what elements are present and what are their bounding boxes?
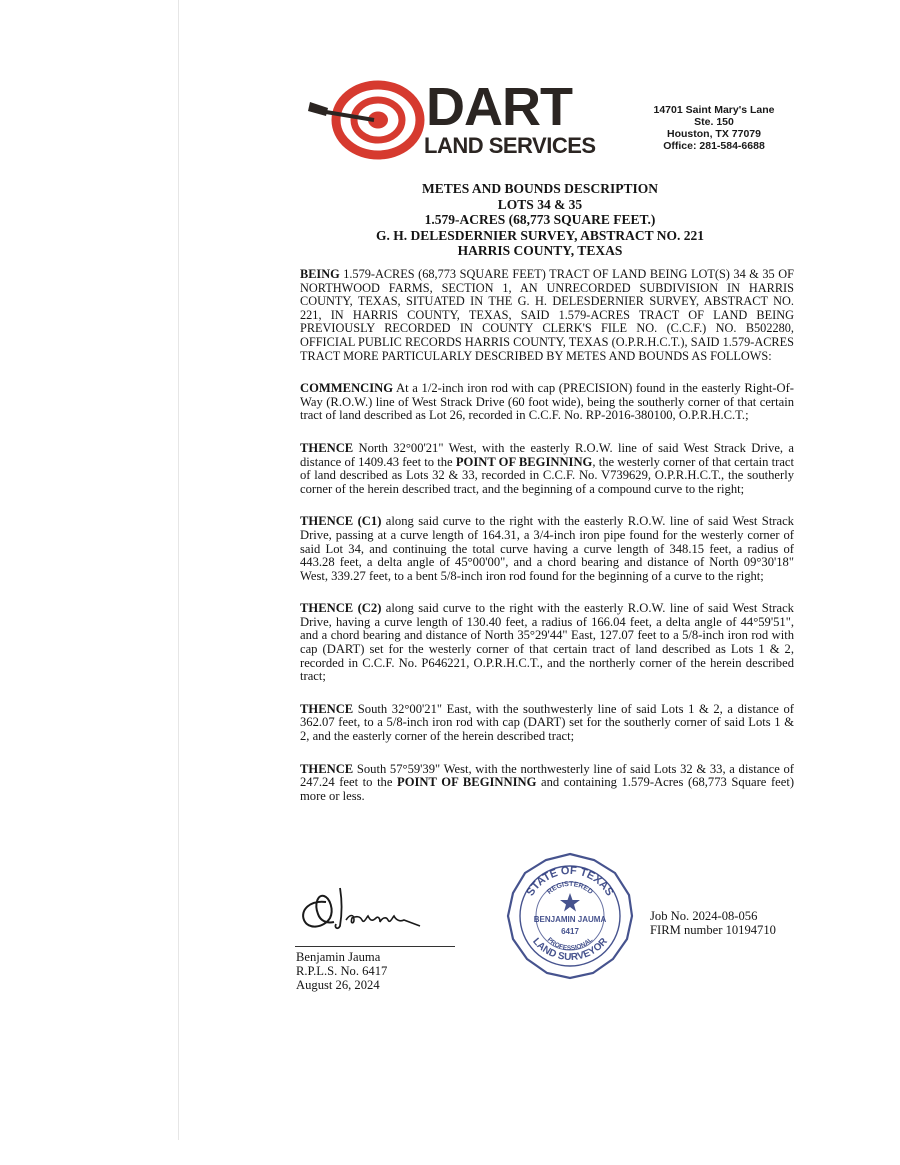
signature-image — [296, 880, 436, 940]
lead-word: COMMENCING — [300, 381, 394, 396]
logo-subtitle: LAND SERVICES — [424, 133, 596, 158]
point-of-beginning: POINT OF BEGINNING — [455, 454, 593, 469]
paragraph-text: North 32°00'21" West, with the easterly R.O.W. line of said West Strack Drive, a distance of 1409.43 feet to the — [300, 440, 794, 469]
surveyor-license: R.P.L.S. No. 6417 — [296, 964, 388, 978]
paragraph-being — [300, 268, 794, 363]
paragraph-text: South 32°00'21" East, with the southwesterly line of said Lots 1 & 2, a distance of 362.07 feet, to a 5/8-inch iron rod with cap (DART) set for the southerly corner of said Lots 1 & 2, and the easterly corner of the herein described tract; — [300, 701, 794, 744]
stamp-title: LAND SURVEYOR — [530, 936, 610, 964]
lead-word: THENCE — [300, 761, 354, 776]
lead-word: THENCE (C2) — [300, 601, 382, 616]
paragraph-thence-2 — [300, 703, 794, 744]
paragraph-thence-c2 — [300, 602, 794, 684]
title-line: 1.579-ACRES (68,773 SQUARE FEET.) — [424, 212, 656, 227]
address-line: Ste. 150 — [694, 116, 734, 128]
paragraph-thence-c1 — [300, 515, 794, 583]
paragraph-text: At a 1/2-inch iron rod with cap (PRECISION) found in the easterly Right-Of-Way (R.O.W.) line of West Strack Drive (60 foot wide), being the southerly corner of that certain tract of land described as Lot 26, recorded in C.C.F. No. RP-2016-380100, O.P.R.H.C.T.; — [300, 381, 794, 423]
lead-word: BEING — [300, 267, 340, 281]
job-number: Job No. 2024-08-056 — [650, 909, 758, 923]
signature-date: August 26, 2024 — [296, 978, 380, 992]
lead-word: THENCE — [300, 701, 354, 716]
lead-word: THENCE — [300, 440, 354, 455]
stamp-professional: PROFESSIONAL — [545, 936, 595, 953]
star-icon — [560, 893, 580, 912]
stamp-number: 6417 — [561, 927, 579, 936]
paragraph-text: along said curve to the right with the easterly R.O.W. line of said West Strack Drive, having a curve length of 130.40 feet, a radius of 166.04 feet, a delta angle of 44°59'51", and a chord bearing and distance of North 35°29'44" East, 127.07 feet to a 5/8-inch iron rod with cap (DART) set for the westerly corner of that certain tract of land described as Lots 1 & 2, recorded in C.C.F. No. P646221, O.P.R.H.C.T., and the northerly corner of the herein described tract; — [300, 601, 794, 684]
paragraph-text: 1.579-ACRES (68,773 SQUARE FEET) TRACT OF LAND BEING LOT(S) 34 & 35 OF NORTHWOOD FARMS, SECTION 1, AN UNRECORDED SUBDIVISION IN HARRIS COUNTY, TEXAS, SITUATED IN THE G. H. DELESDERNIER SURVEY, ABSTRACT NO. 221, IN HARRIS COUNTY, TEXAS, SAID 1.579-ACRES TRACT OF LAND BEING PREVIOUSLY RECORDED IN COUNTY CLERK'S FILE NO. (C.C.F.) NO. B502280, OFFICIAL PUBLIC RECORDS HARRIS COUNTY, TEXAS (O.P.R.H.C.T.), SAID 1.579-ACRES TRACT MORE PARTICULARLY DESCRIBED BY METES AND BOUNDS AS FOLLOWS: — [300, 267, 794, 363]
address-line: Houston, TX 77079 — [667, 128, 761, 140]
paragraph-thence-3 — [300, 763, 794, 804]
paragraph-thence-1 — [300, 442, 794, 496]
surveyor-seal-stamp — [505, 851, 635, 981]
paragraph-commencing — [300, 382, 794, 423]
description-body — [300, 268, 794, 822]
title-line: HARRIS COUNTY, TEXAS — [457, 243, 623, 258]
surveyor-block — [296, 950, 387, 992]
company-address — [636, 104, 792, 152]
stamp-state: STATE OF TEXAS — [524, 864, 616, 899]
logo-wordmark: DART — [426, 77, 572, 137]
page-edge-line — [178, 0, 179, 1140]
target-icon — [308, 80, 426, 162]
paragraph-text: , the westerly corner of that certain tract of land described as Lots 32 & 33, recorded in C.C.F. No. V739629, O.P.R.H.C.T., the southerly corner of the herein described tract, and the beginning of a compound curve to the right; — [300, 454, 794, 496]
stamp-name: BENJAMIN JAUMA — [533, 915, 607, 924]
paragraph-text: along said curve to the right with the easterly R.O.W. line of said West Strack Drive, passing at a curve length of 164.31, a 3/4-inch iron pipe found for the westerly corner of said Lot 34, and continuing the total curve having a curve length of 348.15 feet, a radius of 443.28 feet, a delta angle of 45°00'00", and a chord bearing and distance of North 09°30'18" West, 339.27 feet, to a bent 5/8-inch iron rod found for the beginning of a curve to the right; — [300, 514, 794, 583]
title-line: METES AND BOUNDS DESCRIPTION — [422, 181, 658, 196]
signature-line — [295, 946, 455, 947]
paragraph-text: and containing 1.579-Acres (68,773 Square feet) more or less. — [300, 775, 795, 803]
document-title — [330, 181, 750, 259]
job-info — [650, 909, 776, 937]
paragraph-text: South 57°59'39" West, with the northwesterly line of said Lots 32 & 33, a distance of 247.24 feet to the — [300, 761, 794, 790]
firm-number: FIRM number 10194710 — [650, 923, 776, 937]
address-line: 14701 Saint Mary's Lane — [653, 104, 775, 116]
dart-logo — [308, 77, 608, 162]
title-line: G. H. DELESDERNIER SURVEY, ABSTRACT NO. 221 — [375, 227, 705, 243]
lead-word: THENCE (C1) — [300, 514, 382, 529]
surveyor-name: Benjamin Jauma — [296, 950, 381, 964]
point-of-beginning: POINT OF BEGINNING — [397, 775, 537, 790]
office-phone: Office: 281-584-6688 — [663, 140, 765, 152]
stamp-registered: REGISTERED — [546, 880, 594, 896]
title-line: LOTS 34 & 35 — [497, 196, 583, 212]
